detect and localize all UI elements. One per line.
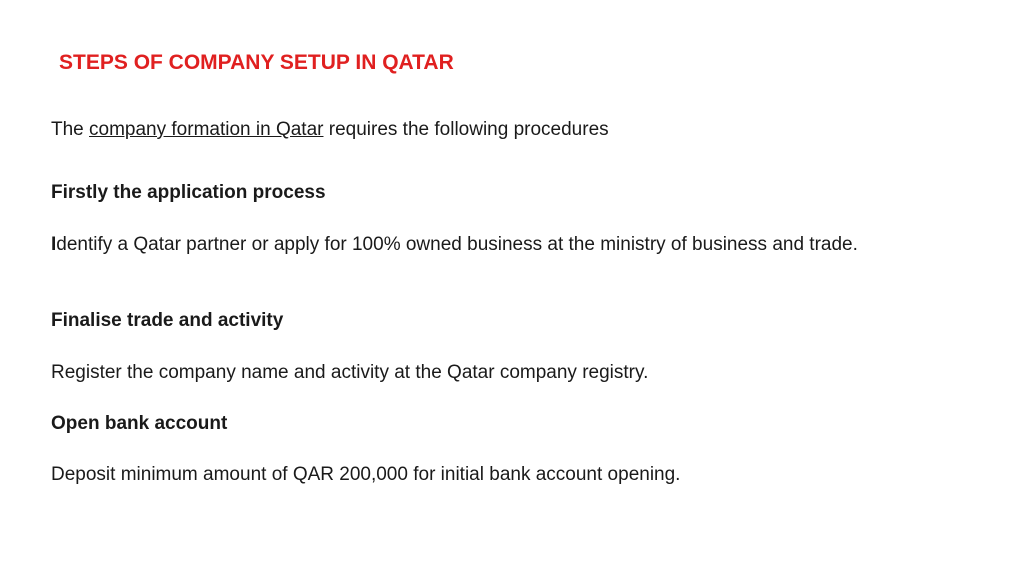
section-body-bank: Deposit minimum amount of QAR 200,000 for initial bank account opening. [51,464,681,485]
intro-paragraph [51,117,609,143]
section-body-trade: Register the company name and activity at the Qatar company registry. [51,362,649,383]
section-heading-trade: Finalise trade and activity [51,310,284,331]
slide-title: STEPS OF COMPANY SETUP IN QATAR [59,51,454,74]
section-body-lead-letter: I [51,234,57,255]
intro-suffix: requires the following procedures [323,119,609,140]
company-formation-link[interactable]: company formation in Qatar [89,119,324,140]
section-body-text: dentify a Qatar partner or apply for 100% owned business at the ministry of business and trade. [56,234,858,255]
intro-prefix: The [51,119,90,140]
section-heading-application: Firstly the application process [51,182,326,203]
section-body-application [51,232,931,258]
section-heading-bank: Open bank account [51,413,228,434]
